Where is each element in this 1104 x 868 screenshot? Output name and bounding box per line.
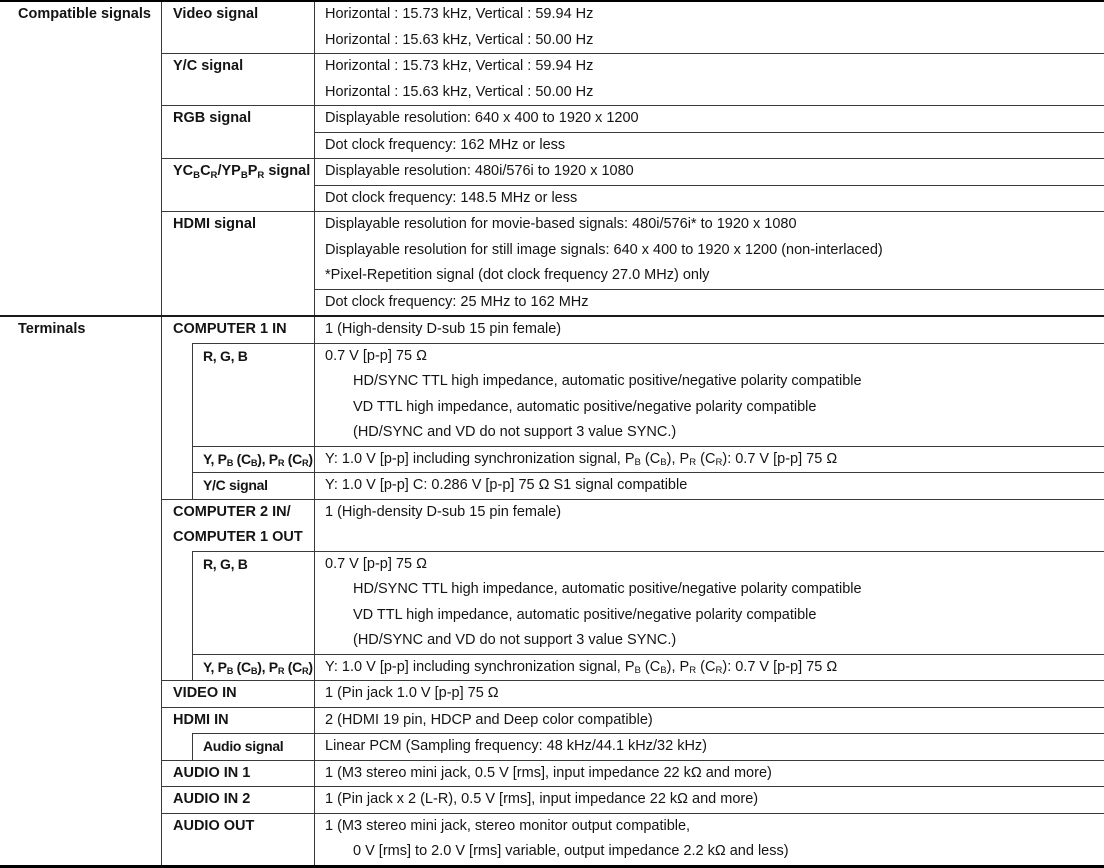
row-audio-in-1: [162, 760, 1104, 787]
row-label: AUDIO IN 1: [162, 761, 315, 787]
row-label: COMPUTER 1 IN: [162, 317, 315, 343]
value-line: Displayable resolution: 480i/576i to 1920 x 1080: [325, 163, 634, 179]
value-cell: [315, 733, 1104, 760]
value-line: Y: 1.0 V [p-p] C: 0.286 V [p-p] 75 Ω S1 signal compatible: [325, 477, 688, 493]
value-line: Horizontal : 15.73 kHz, Vertical : 59.94 Hz: [325, 6, 594, 22]
row-video-in: [162, 680, 1104, 707]
value-line: Displayable resolution: 640 x 400 to 1920 x 1200: [325, 110, 639, 126]
sub-row-gutter: [162, 733, 193, 760]
value-cell: [315, 708, 1104, 734]
row-rgb-signal: [162, 105, 1104, 158]
value-cell: [315, 106, 1104, 132]
row-computer2-in-out: [162, 499, 1104, 551]
value-cell: [315, 289, 1104, 316]
row-computer2-ypbpr: [162, 654, 1104, 681]
value-line: Displayable resolution for movie-based signals: 480i/576i* to 1920 x 1080: [325, 216, 797, 232]
value-cell: [315, 761, 1104, 787]
row-computer1-in: [162, 317, 1104, 343]
row-computer1-yc: [162, 472, 1104, 499]
value-cell: [315, 472, 1104, 499]
value-cell: [315, 814, 1104, 865]
value-line: 2 (HDMI 19 pin, HDCP and Deep color compatible): [325, 711, 653, 728]
row-label: AUDIO OUT: [162, 814, 315, 865]
row-label: AUDIO IN 2: [162, 787, 315, 813]
sub-row-label: R, G, B: [193, 343, 315, 446]
label-line: COMPUTER 1 OUT: [173, 529, 303, 545]
sub-row-gutter: [162, 654, 193, 681]
value-line: 1 (M3 stereo mini jack, 0.5 V [rms], input impedance 22 kΩ and more): [325, 764, 772, 781]
row-label: HDMI IN: [162, 708, 315, 734]
value-line: Y: 1.0 V [p-p] including synchronization signal, $P_B$ $(C_B)$, $P_R$ $(C_R)$: 0.7 V [p-p] 75 Ω: [325, 658, 838, 677]
row-computer2-rgb: [162, 551, 1104, 654]
row-audio-in-2: [162, 786, 1104, 813]
row-computer1-ypbpr: [162, 446, 1104, 473]
row-video-signal: [162, 2, 1104, 53]
row-label: VIDEO IN: [162, 681, 315, 707]
row-yc-signal: [162, 53, 1104, 105]
value-line: Y: 1.0 V [p-p] including synchronization signal, $P_B$ $(C_B)$, $P_R$ $(C_R)$: 0.7 V [p-p] 75 Ω: [325, 450, 838, 469]
sub-row-gutter: [162, 472, 193, 499]
sub-row-gutter: [162, 551, 193, 654]
value-cell: [315, 185, 1104, 212]
value-line: Horizontal : 15.63 kHz, Vertical : 50.00 Hz: [325, 31, 594, 48]
label-line: COMPUTER 2 IN/: [173, 503, 291, 520]
sub-row-label: Y, $P_B$ $(C_B)$, $P_R$ $(C_R)$: [193, 446, 315, 473]
value-cell: [315, 2, 1104, 53]
value-cell: [315, 343, 1104, 446]
row-label: RGB signal: [162, 106, 315, 158]
section-label-compatible-signals: Compatible signals: [0, 2, 162, 315]
row-label: Y/C signal: [162, 54, 315, 105]
section-label-terminals: Terminals: [0, 317, 162, 865]
value-line: HD/SYNC TTL high impedance, automatic positive/negative polarity compatible: [353, 373, 862, 389]
value-stack: [315, 106, 1104, 158]
value-cell: [315, 159, 1104, 185]
value-line: (HD/SYNC and VD do not support 3 value SYNC.): [353, 632, 677, 648]
section-compatible-signals: [0, 2, 1104, 315]
value-line: 0.7 V [p-p] 75 Ω: [325, 347, 427, 364]
value-cell: [315, 551, 1104, 654]
value-cell: [315, 54, 1104, 105]
value-cell: [315, 317, 1104, 343]
row-label: HDMI signal: [162, 212, 315, 315]
value-line: 1 (Pin jack 1.0 V [p-p] 75 Ω: [325, 685, 499, 701]
value-stack: [315, 212, 1104, 315]
value-line: 1 (M3 stereo mini jack, stereo monitor output compatible,: [325, 817, 691, 834]
value-cell: [315, 681, 1104, 707]
value-line: Linear PCM (Sampling frequency: 48 kHz/44.1 kHz/32 kHz): [325, 738, 707, 754]
value-line: Horizontal : 15.73 kHz, Vertical : 59.94 Hz: [325, 58, 594, 74]
value-line: 0 V [rms] to 2.0 V [rms] variable, output impedance 2.2 kΩ and less): [353, 843, 789, 859]
sub-row-gutter: [162, 446, 193, 473]
section-terminals: [0, 315, 1104, 865]
row-label: $YC_BC_R/YP_BP_R$ signal: [162, 159, 315, 211]
row-ycbcr-ypbpr-signal: [162, 158, 1104, 211]
row-computer1-rgb: [162, 343, 1104, 446]
sub-row-gutter: [162, 343, 193, 446]
value-line: (HD/SYNC and VD do not support 3 value SYNC.): [353, 424, 677, 440]
value-line: HD/SYNC TTL high impedance, automatic positive/negative polarity compatible: [353, 581, 862, 597]
value-line: Dot clock frequency: 25 MHz to 162 MHz: [325, 293, 589, 310]
value-line: 1 (High-density D-sub 15 pin female): [325, 321, 562, 337]
sub-row-label: Audio signal: [193, 733, 315, 760]
value-cell: [315, 787, 1104, 813]
value-cell: [315, 500, 1104, 551]
value-cell: [315, 654, 1104, 681]
row-audio-out: [162, 813, 1104, 865]
value-cell: [315, 446, 1104, 473]
value-line: Displayable resolution for still image signals: 640 x 400 to 1920 x 1200 (non-interlaced): [325, 241, 883, 258]
terminals-rows: [162, 317, 1104, 865]
value-line: Dot clock frequency: 148.5 MHz or less: [325, 189, 578, 206]
row-hdmi-audio-signal: [162, 733, 1104, 760]
row-hdmi-signal: [162, 211, 1104, 315]
value-stack: [315, 159, 1104, 211]
row-label: Video signal: [162, 2, 315, 53]
value-line: 1 (Pin jack x 2 (L-R), 0.5 V [rms], input impedance 22 kΩ and more): [325, 791, 759, 807]
value-line: Dot clock frequency: 162 MHz or less: [325, 136, 566, 153]
row-label: [162, 500, 315, 551]
sub-row-label: Y, $P_B$ $(C_B)$, $P_R$ $(C_R)$: [193, 654, 315, 681]
value-line: *Pixel-Repetition signal (dot clock frequency 27.0 MHz) only: [325, 267, 710, 283]
value-line: VD TTL high impedance, automatic positive/negative polarity compatible: [353, 606, 817, 623]
value-line: 1 (High-density D-sub 15 pin female): [325, 503, 562, 520]
value-cell: [315, 132, 1104, 159]
value-cell: [315, 212, 1104, 289]
sub-row-label: Y/C signal: [193, 472, 315, 499]
sub-row-label: R, G, B: [193, 551, 315, 654]
value-line: Horizontal : 15.63 kHz, Vertical : 50.00 Hz: [325, 83, 594, 100]
compatible-signals-rows: [162, 2, 1104, 315]
value-line: VD TTL high impedance, automatic positive/negative polarity compatible: [353, 398, 817, 415]
value-line: 0.7 V [p-p] 75 Ω: [325, 555, 427, 572]
row-hdmi-in: [162, 707, 1104, 734]
